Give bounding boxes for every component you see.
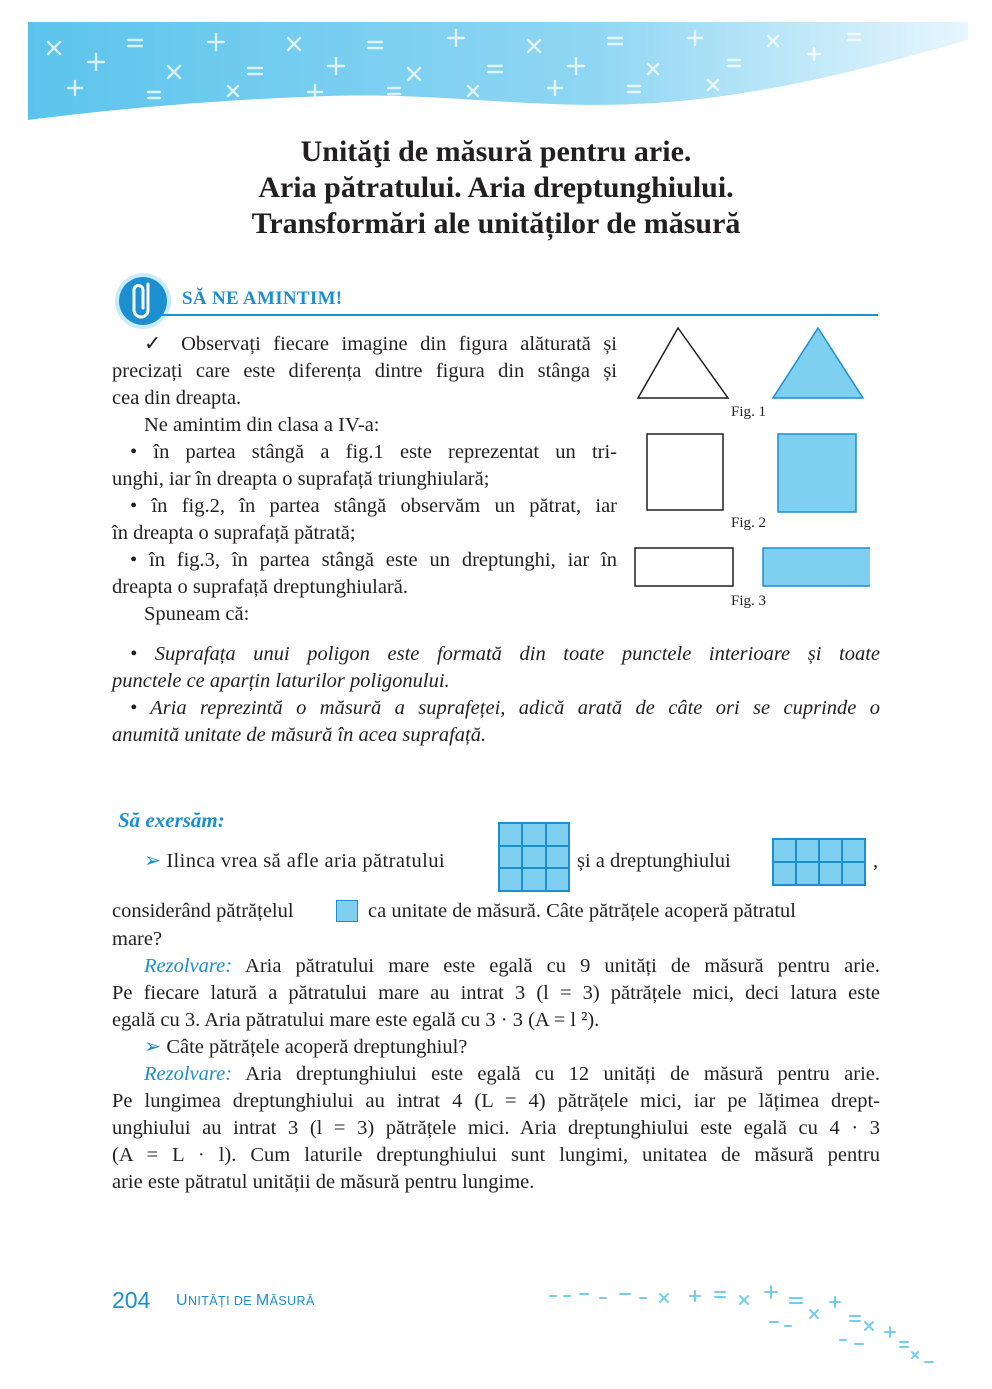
recall-line: Ne amintim din clasa a IV-a: <box>144 414 380 436</box>
question-2: ➢ Câte pătrățele acoperă dreptunghiul? <box>144 1036 468 1058</box>
fig-1-label: Fig. 1 <box>731 404 767 420</box>
arrow-icon: ➢ <box>144 850 162 872</box>
section-rule <box>150 314 878 316</box>
amintim-intro <box>112 331 617 628</box>
page-title <box>120 134 872 242</box>
definition-2-line-1: • Aria reprezintă o măsură a suprafeței, adică arată de câte ori se cuprinde o <box>130 697 880 719</box>
header-banner <box>28 22 968 122</box>
arrow-icon: ➢ <box>144 1036 162 1058</box>
title-line-1: Unităţi de măsură pentru arie. <box>300 135 692 168</box>
page-number: 204 <box>112 1287 151 1313</box>
footer-decoration <box>540 1282 940 1372</box>
rectangle-filled <box>763 548 870 586</box>
question-1-line-2b: ca unitate de măsură. Câte pătrățele acoperă pătratul <box>368 900 796 922</box>
solution-2-line-2: Pe lungimea dreptunghiului au intrat 4 (L = 4) pătrățele mici, iar pe lățimea drept- <box>112 1090 880 1112</box>
unit-square <box>336 900 358 922</box>
solution-2-line-4: (A = L · l). Cum laturile dreptunghiului sunt lungimi, unitatea de măsură pentru <box>112 1144 880 1166</box>
fig-3-label: Fig. 3 <box>731 593 767 609</box>
paperclip-icon <box>112 270 174 332</box>
intro-line-1: ✓ Observați fiecare imagine din figura alăturată și <box>144 333 617 355</box>
rectangle-outline <box>635 548 733 586</box>
solution-1-line-2: Pe fiecare latură a pătratului mare au intrat 3 (l = 3) pătrățele mici, deci latura este <box>112 982 880 1004</box>
triangle-filled <box>773 328 863 398</box>
definitions <box>112 641 880 749</box>
check-icon: ✓ <box>144 333 169 355</box>
section-title-exersam: Să exersăm: <box>118 808 225 832</box>
definition-1-line-2: punctele ce aparțin laturilor poligonului. <box>112 670 450 692</box>
bullet-2-line-1: • în fig.2, în partea stângă observăm un pătrat, iar <box>130 495 617 517</box>
figures-panel <box>630 322 870 622</box>
square-filled <box>778 434 856 512</box>
definition-2-line-2: anumită unitate de măsură în acea suprafață. <box>112 724 487 746</box>
solution-2-line-5: arie este pătratul unității de măsură pentru lungime. <box>112 1171 535 1193</box>
chapter-title: UNITĂȚI DE MĂSURĂ <box>176 1292 315 1309</box>
question-1-comma: , <box>873 850 879 872</box>
square-outline <box>647 434 723 510</box>
question-1-part-2: și a dreptunghiului <box>577 850 731 872</box>
bullet-1-line-1: • în partea stângă a fig.1 este reprezentat un tri- <box>130 441 617 463</box>
fig-2-label: Fig. 2 <box>731 515 767 531</box>
definition-1-line-1: • Suprafața unui poligon este formată din toate punctele interioare și toate <box>130 643 880 665</box>
intro-line-3: cea din dreapta. <box>112 387 242 409</box>
bullet-2-line-2: în dreapta o suprafață pătrată; <box>112 522 356 544</box>
section-label-amintim: SĂ NE AMINTIM! <box>182 288 343 309</box>
solution-1-line-1: Rezolvare: Aria pătratului mare este egală cu 9 unități de măsură pentru arie. <box>144 955 880 977</box>
said-line: Spuneam că: <box>144 603 250 625</box>
title-line-3: Transformări ale unităților de măsură <box>251 207 741 240</box>
solution-1-line-3: egală cu 3. Aria pătratului mare este egală cu 3 · 3 (A = l ²). <box>112 1009 600 1031</box>
question-1-line-2a: considerând pătrățelul <box>112 900 294 922</box>
bullet-3-line-2: dreapta o suprafață dreptunghiulară. <box>112 576 408 598</box>
triangle-outline <box>638 328 728 398</box>
title-line-2: Aria pătratului. Aria dreptunghiului. <box>258 171 734 204</box>
intro-line-2: precizați care este diferența dintre figura din stânga și <box>112 360 617 382</box>
square-grid-3x3 <box>498 822 570 892</box>
solution-2-line-3: unghiului au intrat 3 (l = 3) pătrățele mici. Aria dreptunghiului este egală cu 4 · 3 <box>112 1117 880 1139</box>
question-1-part-1: ➢ Ilinca vrea să afle aria pătratului <box>144 850 445 872</box>
bullet-1-line-2: unghi, iar în dreapta o suprafață triunghiulară; <box>112 468 490 490</box>
solution-block <box>112 926 880 1196</box>
rectangle-grid-4x2 <box>772 838 866 886</box>
question-1-line-3: mare? <box>112 928 163 950</box>
bullet-3-line-1: • în fig.3, în partea stângă este un dreptunghi, iar în <box>130 549 617 571</box>
solution-2-line-1: Rezolvare: Aria dreptunghiului este egală cu 12 unități de măsură pentru arie. <box>144 1063 880 1085</box>
